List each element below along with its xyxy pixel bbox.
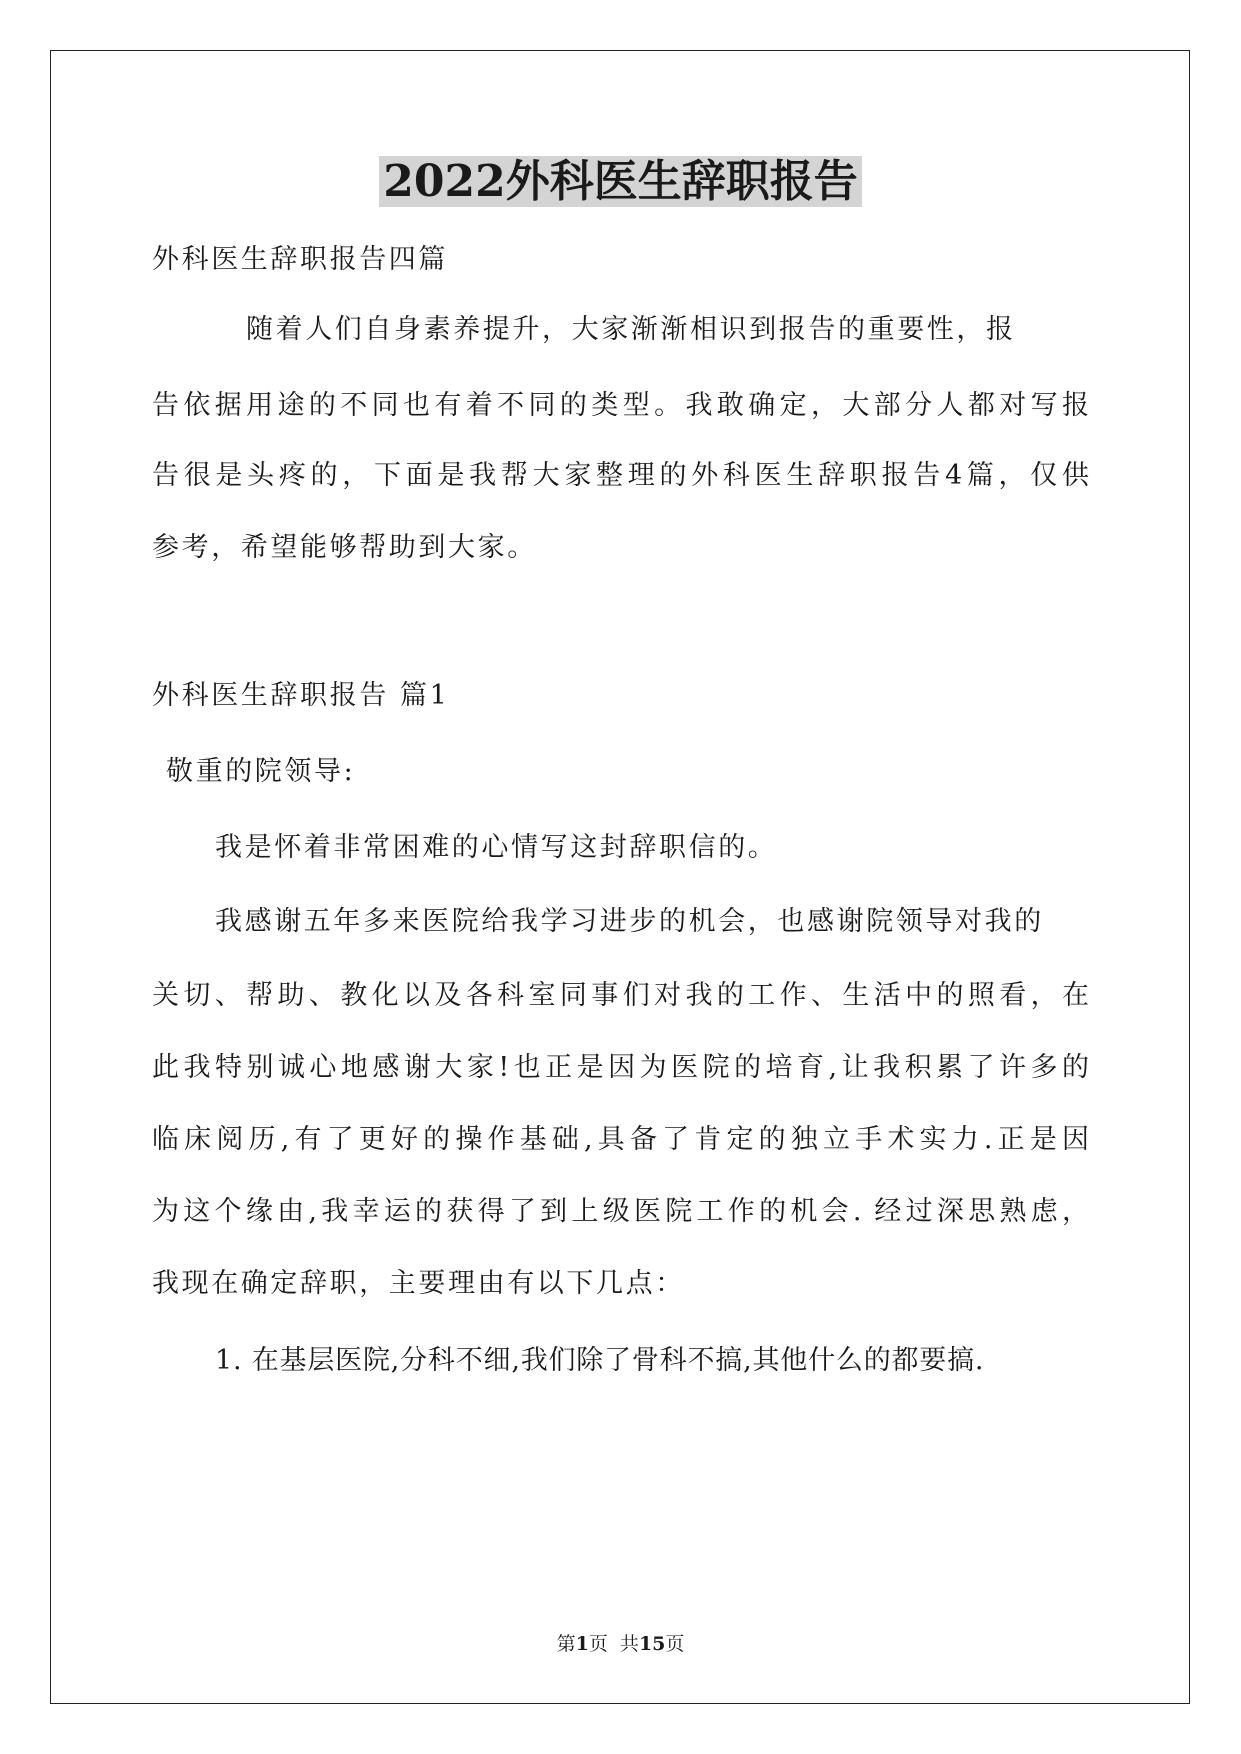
footer-suffix: 页: [665, 1633, 685, 1655]
intro-line-4: 参考，希望能够帮助到大家。: [152, 532, 537, 563]
intro-line-1: 随着人们自身素养提升，大家渐渐相识到报告的重要性，报: [246, 314, 1016, 345]
paragraph-2-line-2: 关切、帮助、教化以及各科室同事们对我的工作、生活中的照看，在: [152, 980, 1089, 1011]
salutation: 敬重的院领导:: [166, 756, 356, 787]
footer-total-pages: 15: [638, 1633, 666, 1655]
page-footer: [0, 1632, 1241, 1656]
intro-line-3: 告很是头疼的，下面是我帮大家整理的外科医生辞职报告4篇，仅供: [152, 460, 1089, 491]
paragraph-2-line-6: 我现在确定辞职，主要理由有以下几点：: [152, 1268, 685, 1299]
footer-current-page: 1: [575, 1633, 589, 1655]
paragraph-2-line-3: 此我特别诚心地感谢大家!也正是因为医院的培育,让我积累了许多的: [152, 1052, 1089, 1083]
intro-line-2: 告依据用途的不同也有着不同的类型。我敢确定，大部分人都对写报: [152, 390, 1089, 421]
document-title-text: 2022外科医生辞职报告: [379, 156, 861, 207]
document-subtitle: 外科医生辞职报告四篇: [152, 244, 448, 275]
footer-prefix: 第: [556, 1633, 576, 1655]
document-title: [0, 152, 1241, 212]
page-border: [50, 50, 1190, 1704]
paragraph-2-line-1: 我感谢五年多来医院给我学习进步的机会，也感谢院领导对我的: [215, 906, 1044, 937]
section-heading: 外科医生辞职报告 篇1: [152, 680, 450, 711]
paragraph-1: 我是怀着非常困难的心情写这封辞职信的。: [215, 832, 778, 863]
paragraph-2-line-4: 临床阅历,有了更好的操作基础,具备了肯定的独立手术实力.正是因: [152, 1124, 1089, 1155]
list-item-1: 1. 在基层医院,分科不细,我们除了骨科不搞,其他什么的都要搞.: [215, 1345, 985, 1376]
footer-mid: 页 共: [588, 1633, 639, 1655]
paragraph-2-line-5: 为这个缘由,我幸运的获得了到上级医院工作的机会. 经过深思熟虑，: [152, 1196, 1089, 1227]
